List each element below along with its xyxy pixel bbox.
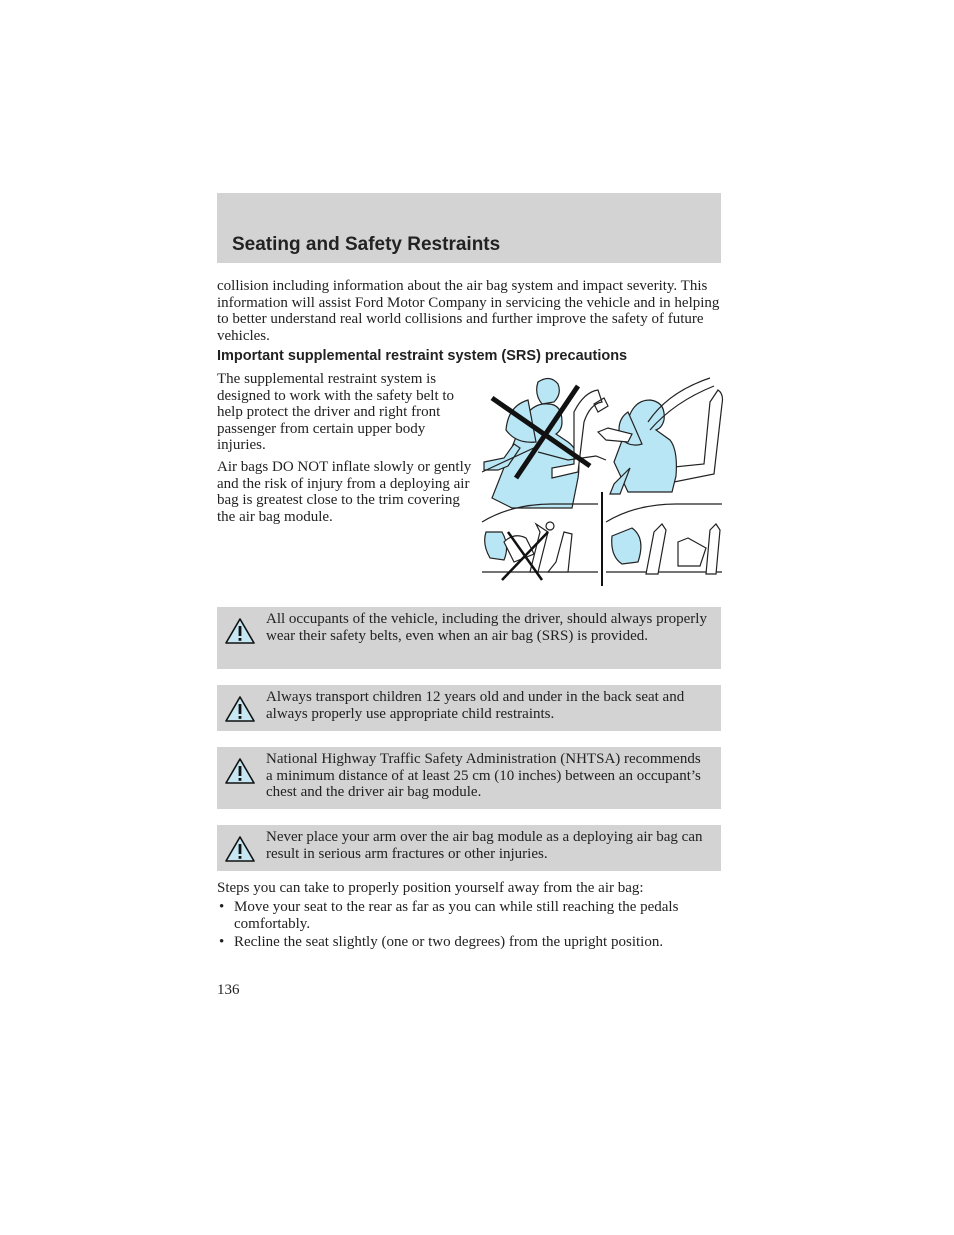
- warning-box: [217, 825, 721, 871]
- warning-text: National Highway Traffic Safety Administration (NHTSA) recommends a minimum distance of at least 25 cm (10 inches) between an occupant’s chest and the driver air bag module.: [266, 751, 701, 800]
- warning-box: [217, 685, 721, 731]
- intro-paragraph: collision including information about the air bag system and impact severity. This information will assist Ford Motor Company in servicing the vehicle and in helping to better understand real world collisions and further improve the safety of future vehicles.: [217, 278, 720, 344]
- list-item-text: Recline the seat slightly (one or two degrees) from the upright position.: [234, 934, 664, 950]
- srs-paragraph-1: The supplemental restraint system is designed to work with the safety belt to help protect the driver and right front passenger from certain upper body injuries.: [217, 371, 455, 453]
- list-item: [217, 934, 721, 951]
- warning-triangle-icon: [224, 617, 256, 645]
- bullet: •: [219, 899, 225, 915]
- section-title: Seating and Safety Restraints: [232, 234, 501, 255]
- srs-paragraph-2: Air bags DO NOT inflate slowly or gently and the risk of injury from a deploying air bag is greatest close to the trim covering the air bag module.: [217, 459, 472, 525]
- occupant-too-close-figure: [482, 378, 608, 508]
- bullet: •: [219, 934, 225, 950]
- list-item: [217, 899, 721, 932]
- warning-text: Always transport children 12 years old and under in the back seat and always properly use appropriate child restraints.: [266, 689, 685, 722]
- warning-text: All occupants of the vehicle, including the driver, should always properly wear their safety belts, even when an air bag (SRS) is provided.: [266, 611, 707, 644]
- occupant-correct-figure: [598, 378, 723, 494]
- warning-triangle-icon: [224, 757, 256, 785]
- page-number: 136: [217, 982, 240, 998]
- warning-triangle-icon: [224, 695, 256, 723]
- list-item-text: Move your seat to the rear as far as you can while still reaching the pedals comfortably.: [234, 899, 679, 932]
- warning-box: [217, 747, 721, 809]
- steps-list: [217, 899, 721, 953]
- warning-triangle-icon: [224, 835, 256, 863]
- section-header: [217, 193, 721, 263]
- child-rear-seat-figure: [606, 504, 722, 574]
- warning-text: Never place your arm over the air bag module as a deploying air bag can result in serious arm fractures or other injuries.: [266, 829, 703, 862]
- airbag-position-illustration: [478, 372, 724, 588]
- warning-box: [217, 607, 721, 669]
- child-front-seat-figure: [482, 504, 598, 572]
- steps-intro: Steps you can take to properly position yourself away from the air bag:: [217, 880, 644, 896]
- srs-heading: Important supplemental restraint system (SRS) precautions: [217, 348, 628, 364]
